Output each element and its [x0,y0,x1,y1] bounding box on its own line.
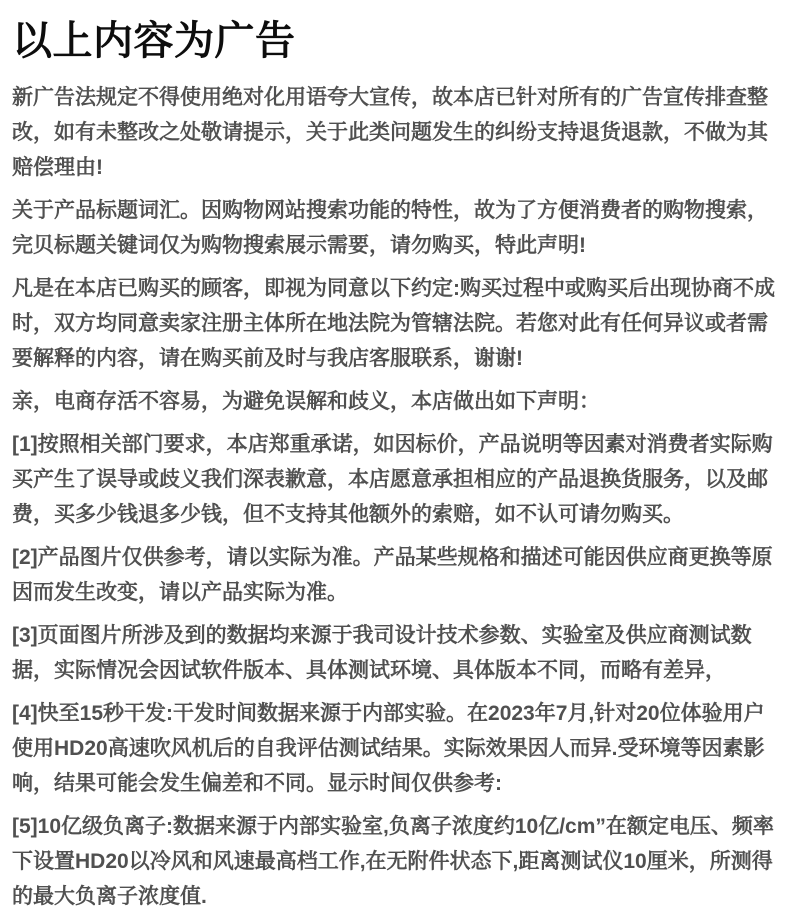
paragraph-item-5-negative-ions: [5]10亿级负离子:数据来源于内部实验室,负离子浓度约10亿/cm”在额定电压、频率下设置HD20以冷风和风速最高档工作,在无附件状态下,距离测试仪10厘米，所测得的最大负离子浓度值. [12,815,774,908]
paragraph-title-keywords-notice: 关于产品标题词汇。因购物网站搜索功能的特性，故为了方便消费者的购物搜索，完贝标题关键词仅为购物搜索展示需要，请勿购买，特此声明! [12,199,768,257]
disclaimer-paragraphs [12,80,778,914]
page-title: 以上内容为广告 [12,19,296,63]
paragraph-item-1-pricing: [1]按照相关部门要求，本店郑重承诺，如因标价，产品说明等因素对消费者实际购买产生了误导或歧义我们深表歉意，本店愿意承担相应的产品退换货服务，以及邮费，买多少钱退多少钱，但不支持其他额外的索赔，如不认可请勿购买。 [12,433,773,526]
paragraph-item-3-data-sources: [3]页面图片所涉及到的数据均来源于我司设计技术参数、实验室及供应商测试数据，实际情况会因试软件版本、具体测试环境、具体版本不同，而略有差异， [12,624,752,682]
paragraph-statement-intro: 亲，电商存活不容易，为避免误解和歧义，本店做出如下声明： [12,390,600,413]
paragraph-item-4-dry-time: [4]快至15秒干发:干发时间数据来源于内部实验。在2023年7月,针对20位体验用户使用HD20高速吹风机后的自我评估测试结果。实际效果因人而异.受环境等因素影响，结果可能会发生偏差和不同。显示时间仅供参考: [12,702,765,795]
paragraph-ad-law-notice: 新广告法规定不得使用绝对化用语夸大宣传，故本店已针对所有的广告宣传排查整改，如有未整改之处敬请提示，关于此类问题发生的纠纷支持退货退款，不做为其赔偿理由! [12,86,768,179]
paragraph-jurisdiction-notice: 凡是在本店已购买的顾客，即视为同意以下约定:购买过程中或购买后出现协商不成时，双方均同意卖家注册主体所在地法院为管辖法院。若您对此有任何异议或者需要解释的内容，请在购买前及时与我店客服联系，谢谢! [12,277,775,370]
paragraph-item-2-images: [2]产品图片仅供参考，请以实际为准。产品某些规格和描述可能因供应商更换等原因而发生改变，请以产品实际为准。 [12,546,773,604]
